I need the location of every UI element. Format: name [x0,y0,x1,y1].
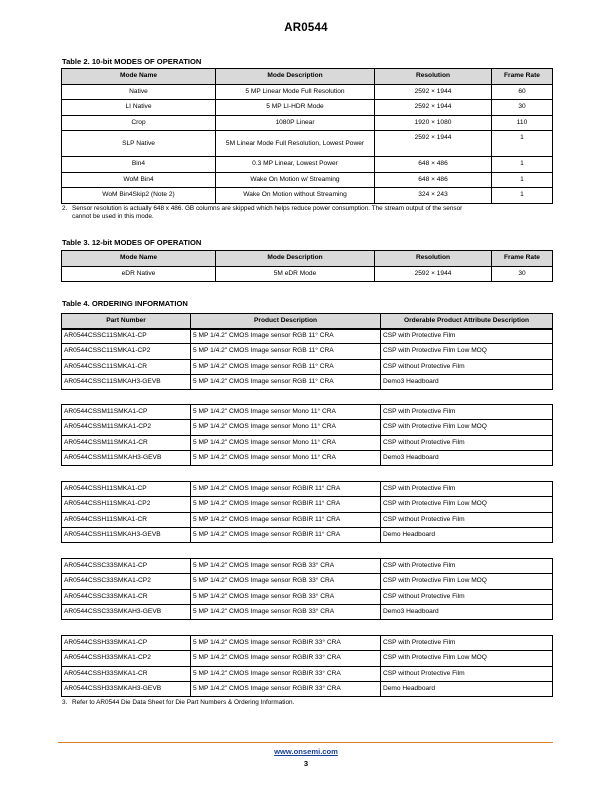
table-row [62,131,553,157]
mode-description: 0.3 MP Linear, Lowest Power [216,157,375,173]
frame-rate: 110 [492,115,553,131]
attribute-description: CSP with Protective Film Low MOQ [381,574,553,589]
footnote-number: 3. [62,699,68,706]
frame-rate: 30 [492,100,553,116]
table4-header-row [62,314,553,330]
product-description: 5 MP 1/4.2" CMOS Image sensor RGBIR 11° CRA [191,497,381,512]
table2-header-row [62,69,553,85]
product-description: 5 MP 1/4.2" CMOS Image sensor RGB 11° CRA [191,344,381,359]
mode-name: Bin4 [62,157,216,173]
part-number: AR0544CSSH33SMKA1-CP [62,636,191,651]
attribute-description: CSP with Protective Film Low MOQ [381,497,553,512]
product-description: 5 MP 1/4.2" CMOS Image sensor RGBIR 11° CRA [191,527,381,542]
table3-col-frame-rate: Frame Rate [492,251,553,267]
part-number: AR0544CSSH11SMKA1-CP2 [62,497,191,512]
part-number: AR0544CSSC11SMKA1-CR [62,359,191,374]
product-description: 5 MP 1/4.2" CMOS Image sensor RGBIR 11° CRA [191,512,381,527]
part-number: AR0544CSSC11SMKAH3-GEVB [62,374,191,389]
table-row [62,420,553,435]
table4-footnote [62,699,294,707]
resolution: 648 × 486 [375,157,492,173]
table2-modes-10bit [61,68,553,204]
table-row [62,450,553,465]
attribute-description: Demo Headboard [381,527,553,542]
frame-rate: 1 [492,188,553,204]
resolution: 2592 × 1944 [375,84,492,100]
table4-caption: Table 4. ORDERING INFORMATION [62,299,188,308]
part-number: AR0544CSSH11SMKA1-CP [62,482,191,497]
resolution: 1920 × 1080 [375,115,492,131]
part-number: AR0544CSSM11SMKA1-CR [62,435,191,450]
footer-rule [58,742,553,743]
table-row [62,405,553,420]
mode-name: WoM Bin4Skip2 (Note 2) [62,188,216,204]
ordering-group-mono-11 [61,404,553,466]
attribute-description: CSP without Protective Film [381,359,553,374]
table-row [62,115,553,131]
table-row [62,172,553,188]
product-description: 5 MP 1/4.2" CMOS Image sensor RGBIR 33° CRA [191,636,381,651]
part-number: AR0544CSSH11SMKAH3-GEVB [62,527,191,542]
mode-description: 5M Linear Mode Full Resolution, Lowest Power [216,131,375,157]
attribute-description: CSP with Protective Film [381,329,553,344]
part-number: AR0544CSSC33SMKA1-CP2 [62,574,191,589]
part-number: AR0544CSSC33SMKA1-CR [62,589,191,604]
mode-name: eDR Native [62,266,216,282]
table3-modes-12bit [61,250,553,282]
footnote-text: Sensor resolution is actually 648 x 486. GB columns are skipped which helps reduce power consumption. The stream output of the sensor [72,205,463,212]
table-row [62,435,553,450]
attribute-description: CSP with Protective Film Low MOQ [381,344,553,359]
mode-name: LI Native [62,100,216,116]
table-row [62,157,553,173]
part-number: AR0544CSSH33SMKA1-CR [62,666,191,681]
part-number: AR0544CSSH33SMKAH3-GEVB [62,681,191,696]
attribute-description: CSP with Protective Film [381,482,553,497]
attribute-description: CSP with Protective Film Low MOQ [381,420,553,435]
resolution: 2592 × 1944 [375,131,492,157]
table2-col-mode-description: Mode Description [216,69,375,85]
table-row [62,574,553,589]
frame-rate: 1 [492,131,553,157]
attribute-description: CSP without Protective Film [381,512,553,527]
table-row [62,266,553,282]
part-number: AR0544CSSH33SMKA1-CP2 [62,651,191,666]
table-row [62,651,553,666]
part-number: AR0544CSSC11SMKA1-CP2 [62,344,191,359]
page-number: 3 [303,759,309,768]
resolution: 324 × 243 [375,188,492,204]
product-description: 5 MP 1/4.2" CMOS Image sensor RGBIR 33° CRA [191,666,381,681]
product-description: 5 MP 1/4.2" CMOS Image sensor RGB 33° CRA [191,559,381,574]
mode-name: Native [62,84,216,100]
table2-col-resolution: Resolution [375,69,492,85]
table-row [62,589,553,604]
mode-description: Wake On Motion without Streaming [216,188,375,204]
footnote-text-continued: cannot be used in this mode. [72,213,154,220]
resolution: 2592 × 1944 [375,100,492,116]
ordering-group-rgb-11 [61,328,553,390]
part-number: AR0544CSSC33SMKAH3-GEVB [62,604,191,619]
table-row [62,497,553,512]
part-number: AR0544CSSM11SMKAH3-GEVB [62,450,191,465]
frame-rate: 1 [492,157,553,173]
frame-rate: 30 [492,266,553,282]
table4-col-product-description: Product Description [191,314,381,330]
frame-rate: 1 [492,172,553,188]
attribute-description: CSP without Protective Film [381,435,553,450]
product-description: 5 MP 1/4.2" CMOS Image sensor RGB 11° CRA [191,359,381,374]
table-row [62,681,553,696]
table4-col-attribute-description: Orderable Product Attribute Description [381,314,553,330]
table3-col-mode-name: Mode Name [62,251,216,267]
table-row [62,374,553,389]
table-row [62,482,553,497]
part-number: AR0544CSSC11SMKA1-CP [62,329,191,344]
table-row [62,329,553,344]
product-description: 5 MP 1/4.2" CMOS Image sensor RGB 33° CRA [191,589,381,604]
table-row [62,604,553,619]
table-row [62,188,553,204]
mode-description: Wake On Motion w/ Streaming [216,172,375,188]
table3-col-mode-description: Mode Description [216,251,375,267]
table-row [62,344,553,359]
table-row [62,100,553,116]
mode-name: SLP Native [62,131,216,157]
part-number: AR0544CSSC33SMKA1-CP [62,559,191,574]
attribute-description: CSP with Protective Film [381,636,553,651]
ordering-group-rgb-33 [61,558,553,620]
table4-col-part-number: Part Number [62,314,191,330]
product-description: 5 MP 1/4.2" CMOS Image sensor Mono 11° CRA [191,405,381,420]
table3-header-row [62,251,553,267]
table3-caption: Table 3. 12-bit MODES OF OPERATION [62,238,202,247]
product-description: 5 MP 1/4.2" CMOS Image sensor RGBIR 33° CRA [191,681,381,696]
product-description: 5 MP 1/4.2" CMOS Image sensor RGB 33° CRA [191,604,381,619]
ordering-group-rgbir-11 [61,481,553,543]
resolution: 2592 × 1944 [375,266,492,282]
mode-name: WoM Bin4 [62,172,216,188]
part-number: AR0544CSSM11SMKA1-CP [62,405,191,420]
attribute-description: CSP without Protective Film [381,589,553,604]
product-description: 5 MP 1/4.2" CMOS Image sensor Mono 11° CRA [191,435,381,450]
attribute-description: CSP with Protective Film Low MOQ [381,651,553,666]
attribute-description: Demo3 Headboard [381,604,553,619]
mode-description: 5 MP LI-HDR Mode [216,100,375,116]
product-description: 5 MP 1/4.2" CMOS Image sensor RGBIR 11° CRA [191,482,381,497]
part-number: AR0544CSSM11SMKA1-CP2 [62,420,191,435]
document-title: AR0544 [284,22,328,34]
table2-col-frame-rate: Frame Rate [492,69,553,85]
footnote-number: 2. [62,205,68,212]
attribute-description: CSP without Protective Film [381,666,553,681]
resolution: 648 × 486 [375,172,492,188]
table-row [62,527,553,542]
table-row [62,359,553,374]
product-description: 5 MP 1/4.2" CMOS Image sensor RGBIR 33° CRA [191,651,381,666]
attribute-description: Demo Headboard [381,681,553,696]
table-row [62,666,553,681]
footnote-text: Refer to AR0544 Die Data Sheet for Die Part Numbers & Ordering Information. [72,699,295,706]
part-number: AR0544CSSH11SMKA1-CR [62,512,191,527]
website-link[interactable]: www.onsemi.com [274,747,338,756]
product-description: 5 MP 1/4.2" CMOS Image sensor Mono 11° CRA [191,450,381,465]
ordering-group-rgbir-33 [61,635,553,697]
table2-caption: Table 2. 10-bit MODES OF OPERATION [62,57,202,66]
frame-rate: 60 [492,84,553,100]
table3-col-resolution: Resolution [375,251,492,267]
product-description: 5 MP 1/4.2" CMOS Image sensor Mono 11° CRA [191,420,381,435]
table-row [62,84,553,100]
product-description: 5 MP 1/4.2" CMOS Image sensor RGB 33° CRA [191,574,381,589]
mode-description: 5M eDR Mode [216,266,375,282]
attribute-description: CSP with Protective Film [381,559,553,574]
product-description: 5 MP 1/4.2" CMOS Image sensor RGB 11° CRA [191,374,381,389]
attribute-description: Demo3 Headboard [381,374,553,389]
product-description: 5 MP 1/4.2" CMOS Image sensor RGB 11° CRA [191,329,381,344]
table-row [62,559,553,574]
mode-description: 5 MP Linear Mode Full Resolution [216,84,375,100]
table2-footnote [62,205,552,221]
mode-description: 1080P Linear [216,115,375,131]
attribute-description: Demo3 Headboard [381,450,553,465]
table-row [62,636,553,651]
mode-name: Crop [62,115,216,131]
table2-col-mode-name: Mode Name [62,69,216,85]
attribute-description: CSP with Protective Film [381,405,553,420]
table-row [62,512,553,527]
